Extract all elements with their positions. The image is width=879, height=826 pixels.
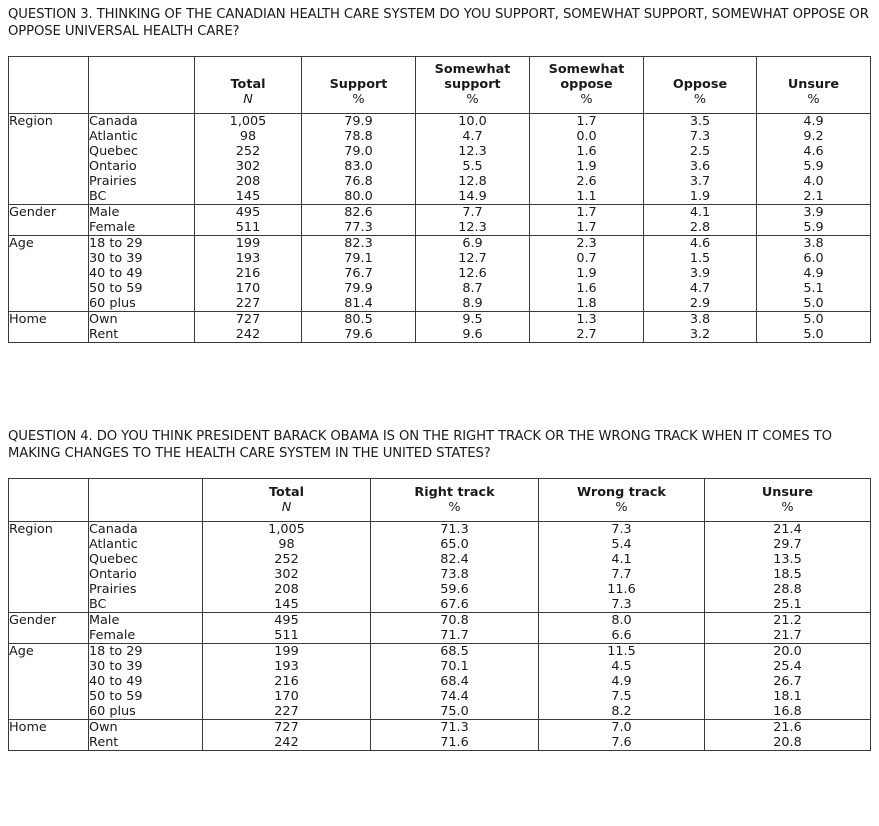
q4-body <box>9 522 871 751</box>
value-cell <box>203 720 371 751</box>
cell-value: 7.5 <box>611 689 632 704</box>
q3-header-unsure <box>757 57 871 114</box>
cell-value: 1.7 <box>576 205 597 220</box>
row-name: Female <box>89 628 136 643</box>
q4-header-wrong-track-label: Wrong track <box>577 485 666 500</box>
cell-value: 4.9 <box>611 674 632 689</box>
value-cell <box>195 236 302 312</box>
cell-value: 12.6 <box>458 266 487 281</box>
cell-value: 0.7 <box>576 251 597 266</box>
q3-header-somewhat-support-label-1: Somewhat <box>434 62 511 77</box>
cell-value: 79.6 <box>344 327 373 342</box>
cell-value: 71.7 <box>440 628 469 643</box>
row-name: BC <box>89 189 107 204</box>
table-group-row <box>9 644 871 720</box>
value-cell <box>302 312 416 343</box>
cell-value: 76.7 <box>344 266 373 281</box>
table-group-row <box>9 236 871 312</box>
cell-value: 79.9 <box>344 281 373 296</box>
value-cell <box>371 522 539 613</box>
table-group-row <box>9 613 871 644</box>
row-name: Ontario <box>89 567 137 582</box>
cell-value: 495 <box>274 613 299 628</box>
value-cell <box>757 205 871 236</box>
cell-value: 12.7 <box>458 251 487 266</box>
cell-value: 4.1 <box>611 552 632 567</box>
cell-value: 8.9 <box>462 296 483 311</box>
row-name: Own <box>89 312 118 327</box>
cell-value: 4.7 <box>689 281 711 296</box>
cell-value: 70.1 <box>440 659 469 674</box>
q4-header-row <box>9 479 871 522</box>
q3-header-unsure-unit: % <box>807 92 820 107</box>
cell-value: 242 <box>235 327 261 342</box>
cell-value: 25.4 <box>773 659 802 674</box>
q3-header-somewhat-oppose-label-2: oppose <box>560 77 613 92</box>
group-label: Home <box>9 312 89 343</box>
q3-header-empty-2 <box>89 57 195 114</box>
cell-value: 7.7 <box>462 205 483 220</box>
cell-value: 77.3 <box>344 220 373 235</box>
cell-value: 21.4 <box>773 522 802 537</box>
group-label: Region <box>9 522 89 613</box>
cell-value: 13.5 <box>773 552 802 567</box>
cell-value: 199 <box>274 644 299 659</box>
cell-value: 208 <box>274 582 299 597</box>
cell-value: 4.6 <box>689 236 711 251</box>
cell-value: 71.3 <box>440 720 469 735</box>
cell-value: 68.4 <box>440 674 469 689</box>
cell-value: 7.3 <box>611 522 632 537</box>
q4-header-total-label: Total <box>269 485 304 500</box>
row-name: Rent <box>89 735 119 750</box>
q3-header-oppose-label: Oppose <box>672 77 728 92</box>
row-name: Canada <box>89 114 138 129</box>
cell-value: 4.5 <box>611 659 632 674</box>
cell-value: 208 <box>235 174 261 189</box>
cell-value: 193 <box>274 659 299 674</box>
value-cell <box>644 114 757 205</box>
q3-header-somewhat-oppose <box>530 57 644 114</box>
cell-value: 82.6 <box>344 205 373 220</box>
question-3-table <box>8 56 871 343</box>
cell-value: 2.5 <box>689 144 711 159</box>
row-name: 40 to 49 <box>89 674 143 689</box>
q3-header-total <box>195 57 302 114</box>
cell-value: 6.6 <box>611 628 632 643</box>
cell-value: 4.6 <box>803 144 824 159</box>
value-cell <box>539 613 705 644</box>
cell-value: 4.0 <box>803 174 824 189</box>
value-cell <box>539 522 705 613</box>
q4-header-wrong-track-unit: % <box>615 500 628 515</box>
q4-header-total <box>203 479 371 522</box>
cell-value: 216 <box>274 674 299 689</box>
cell-value: 70.8 <box>440 613 469 628</box>
value-cell <box>416 312 530 343</box>
cell-value: 10.0 <box>458 114 487 129</box>
value-cell <box>757 114 871 205</box>
cell-value: 302 <box>274 567 299 582</box>
cell-value: 2.9 <box>689 296 711 311</box>
row-name: 60 plus <box>89 704 136 719</box>
cell-value: 8.0 <box>611 613 632 628</box>
cell-value: 1.1 <box>576 189 597 204</box>
value-cell <box>644 205 757 236</box>
question-4-table <box>8 478 871 751</box>
cell-value: 7.3 <box>611 597 632 612</box>
value-cell <box>203 522 371 613</box>
cell-value: 20.0 <box>773 644 802 659</box>
cell-value: 145 <box>235 189 261 204</box>
cell-value: 80.5 <box>344 312 373 327</box>
cell-value: 242 <box>274 735 299 750</box>
cell-value: 29.7 <box>773 537 802 552</box>
cell-value: 7.6 <box>611 735 632 750</box>
row-name: 30 to 39 <box>89 659 143 674</box>
table-group-row <box>9 720 871 751</box>
row-name: BC <box>89 597 107 612</box>
cell-value: 495 <box>235 205 261 220</box>
q4-header-right-track <box>371 479 539 522</box>
value-cell <box>371 720 539 751</box>
q3-header-somewhat-support-unit: % <box>466 92 479 107</box>
cell-value: 2.1 <box>803 189 824 204</box>
cell-value: 11.6 <box>607 582 636 597</box>
cell-value: 79.0 <box>344 144 373 159</box>
value-cell <box>195 114 302 205</box>
q3-header-oppose <box>644 57 757 114</box>
row-name: 18 to 29 <box>89 644 143 659</box>
cell-value: 74.4 <box>440 689 469 704</box>
cell-value: 1.6 <box>576 281 597 296</box>
cell-value: 6.9 <box>462 236 483 251</box>
q4-header-unsure-unit: % <box>781 500 794 515</box>
cell-value: 65.0 <box>440 537 469 552</box>
value-cell <box>757 236 871 312</box>
cell-value: 3.8 <box>689 312 711 327</box>
cell-value: 2.6 <box>576 174 597 189</box>
cell-value: 227 <box>274 704 299 719</box>
value-cell <box>539 644 705 720</box>
value-cell <box>644 312 757 343</box>
cell-value: 7.0 <box>611 720 632 735</box>
row-name: Canada <box>89 522 138 537</box>
table-group-row <box>9 114 871 205</box>
value-cell <box>195 312 302 343</box>
q3-header-somewhat-oppose-label-1: Somewhat <box>548 62 625 77</box>
value-cell <box>203 644 371 720</box>
q3-header-oppose-unit: % <box>693 92 707 107</box>
q3-header-support-label: Support <box>329 77 388 92</box>
value-cell <box>530 205 644 236</box>
cell-value: 1.7 <box>576 114 597 129</box>
value-cell <box>302 114 416 205</box>
cell-value: 68.5 <box>440 644 469 659</box>
cell-value: 79.9 <box>344 114 373 129</box>
cell-value: 2.3 <box>576 236 597 251</box>
value-cell <box>705 613 871 644</box>
cell-value: 59.6 <box>440 582 469 597</box>
cell-value: 227 <box>235 296 261 311</box>
cell-value: 82.4 <box>440 552 469 567</box>
cell-value: 8.2 <box>611 704 632 719</box>
value-cell <box>757 312 871 343</box>
cell-value: 82.3 <box>344 236 373 251</box>
row-name: Atlantic <box>89 129 138 144</box>
value-cell <box>705 644 871 720</box>
cell-value: 16.8 <box>773 704 802 719</box>
q3-header-somewhat-oppose-unit: % <box>580 92 593 107</box>
cell-value: 83.0 <box>344 159 373 174</box>
cell-value: 3.2 <box>689 327 711 342</box>
cell-value: 12.8 <box>458 174 487 189</box>
q3-header-somewhat-support <box>416 57 530 114</box>
row-names-cell <box>89 312 195 343</box>
value-cell <box>416 114 530 205</box>
cell-value: 3.8 <box>803 236 824 251</box>
cell-value: 98 <box>278 537 295 552</box>
row-name: Own <box>89 720 118 735</box>
table-group-row <box>9 522 871 613</box>
cell-value: 170 <box>274 689 299 704</box>
value-cell <box>705 522 871 613</box>
value-cell <box>644 236 757 312</box>
cell-value: 5.9 <box>803 159 824 174</box>
cell-value: 1,005 <box>268 522 305 537</box>
value-cell <box>416 205 530 236</box>
cell-value: 80.0 <box>344 189 373 204</box>
cell-value: 9.2 <box>803 129 824 144</box>
cell-value: 18.5 <box>773 567 802 582</box>
cell-value: 3.9 <box>803 205 824 220</box>
cell-value: 170 <box>235 281 261 296</box>
cell-value: 98 <box>239 129 257 144</box>
row-name: 50 to 59 <box>89 281 143 296</box>
cell-value: 252 <box>235 144 261 159</box>
row-name: Male <box>89 613 120 628</box>
q3-header-somewhat-support-label-2: support <box>444 77 501 92</box>
cell-value: 9.5 <box>462 312 483 327</box>
cell-value: 1.6 <box>576 144 597 159</box>
q3-header-empty-1 <box>9 57 89 114</box>
cell-value: 1,005 <box>229 114 267 129</box>
cell-value: 0.0 <box>576 129 597 144</box>
cell-value: 67.6 <box>440 597 469 612</box>
row-names-cell <box>89 205 195 236</box>
cell-value: 7.7 <box>611 567 632 582</box>
cell-value: 8.7 <box>462 281 483 296</box>
q4-header-unsure <box>705 479 871 522</box>
q3-header-row <box>9 57 871 114</box>
value-cell <box>530 312 644 343</box>
group-label: Gender <box>9 205 89 236</box>
cell-value: 302 <box>235 159 261 174</box>
cell-value: 5.0 <box>803 327 824 342</box>
cell-value: 3.7 <box>689 174 711 189</box>
value-cell <box>203 613 371 644</box>
row-names-cell <box>89 720 203 751</box>
cell-value: 4.1 <box>689 205 711 220</box>
q4-header-unsure-label: Unsure <box>761 485 814 500</box>
cell-value: 727 <box>235 312 261 327</box>
value-cell <box>371 613 539 644</box>
value-cell <box>302 205 416 236</box>
group-label: Region <box>9 114 89 205</box>
q4-header-empty-2 <box>89 479 203 522</box>
row-name: Prairies <box>89 174 137 189</box>
row-name: Prairies <box>89 582 137 597</box>
cell-value: 14.9 <box>458 189 487 204</box>
cell-value: 252 <box>274 552 299 567</box>
group-label: Age <box>9 644 89 720</box>
q3-header-total-unit: N <box>243 92 253 107</box>
row-name: 30 to 39 <box>89 251 143 266</box>
cell-value: 73.8 <box>440 567 469 582</box>
row-name: Rent <box>89 327 119 342</box>
cell-value: 20.8 <box>773 735 802 750</box>
row-name: Female <box>89 220 136 235</box>
row-names-cell <box>89 522 203 613</box>
row-names-cell <box>89 236 195 312</box>
cell-value: 5.1 <box>803 281 824 296</box>
cell-value: 1.8 <box>576 296 597 311</box>
cell-value: 1.9 <box>576 266 597 281</box>
cell-value: 1.3 <box>576 312 597 327</box>
cell-value: 199 <box>235 236 261 251</box>
cell-value: 25.1 <box>773 597 802 612</box>
row-name: 50 to 59 <box>89 689 143 704</box>
cell-value: 1.9 <box>689 189 711 204</box>
cell-value: 216 <box>235 266 261 281</box>
value-cell <box>416 236 530 312</box>
row-name: 40 to 49 <box>89 266 143 281</box>
value-cell <box>705 720 871 751</box>
value-cell <box>371 644 539 720</box>
cell-value: 2.8 <box>689 220 711 235</box>
cell-value: 4.9 <box>803 114 824 129</box>
q3-header-support <box>302 57 416 114</box>
table-group-row <box>9 312 871 343</box>
value-cell <box>195 205 302 236</box>
q3-header-unsure-label: Unsure <box>787 77 840 92</box>
cell-value: 11.5 <box>607 644 636 659</box>
row-name: Ontario <box>89 159 137 174</box>
cell-value: 145 <box>274 597 299 612</box>
cell-value: 71.3 <box>440 522 469 537</box>
cell-value: 2.7 <box>576 327 597 342</box>
cell-value: 511 <box>235 220 261 235</box>
q4-header-wrong-track <box>539 479 705 522</box>
cell-value: 28.8 <box>773 582 802 597</box>
cell-value: 7.3 <box>689 129 711 144</box>
cell-value: 6.0 <box>803 251 824 266</box>
row-names-cell <box>89 114 195 205</box>
cell-value: 3.6 <box>689 159 711 174</box>
cell-value: 5.5 <box>462 159 483 174</box>
cell-value: 9.6 <box>462 327 483 342</box>
question-4-title: QUESTION 4. DO YOU THINK PRESIDENT BARACK OBAMA IS ON THE RIGHT TRACK OR THE WRONG TRACK WHEN IT COMES TO MAKING CHANGES TO THE HEALTH CARE SYSTEM IN THE UNITED STATES? <box>8 429 832 461</box>
cell-value: 76.8 <box>344 174 373 189</box>
row-name: Atlantic <box>89 537 138 552</box>
cell-value: 78.8 <box>344 129 373 144</box>
group-label: Home <box>9 720 89 751</box>
row-names-cell <box>89 613 203 644</box>
cell-value: 21.7 <box>773 628 802 643</box>
question-3-title: QUESTION 3. THINKING OF THE CANADIAN HEALTH CARE SYSTEM DO YOU SUPPORT, SOMEWHAT SUPPORT, SOMEWHAT OPPOSE OR OPPOSE UNIVERSAL HEALTH CARE? <box>8 7 869 39</box>
table-group-row <box>9 205 871 236</box>
cell-value: 79.1 <box>344 251 373 266</box>
q3-header-support-unit: % <box>352 92 365 107</box>
cell-value: 3.5 <box>689 114 711 129</box>
group-label: Age <box>9 236 89 312</box>
cell-value: 12.3 <box>458 220 487 235</box>
cell-value: 18.1 <box>773 689 802 704</box>
row-name: Quebec <box>89 144 139 159</box>
cell-value: 81.4 <box>344 296 373 311</box>
cell-value: 3.9 <box>689 266 711 281</box>
row-name: 18 to 29 <box>89 236 143 251</box>
cell-value: 5.9 <box>803 220 824 235</box>
q3-header-total-label: Total <box>230 77 266 92</box>
cell-value: 511 <box>274 628 299 643</box>
cell-value: 26.7 <box>773 674 802 689</box>
row-name: Male <box>89 205 120 220</box>
cell-value: 21.2 <box>773 613 802 628</box>
cell-value: 12.3 <box>458 144 487 159</box>
cell-value: 21.6 <box>773 720 802 735</box>
cell-value: 71.6 <box>440 735 469 750</box>
row-name: Quebec <box>89 552 139 567</box>
cell-value: 193 <box>235 251 261 266</box>
cell-value: 4.9 <box>803 266 824 281</box>
q3-body <box>9 114 871 343</box>
cell-value: 4.7 <box>462 129 483 144</box>
q4-header-right-track-unit: % <box>448 500 461 515</box>
cell-value: 1.5 <box>689 251 711 266</box>
cell-value: 1.7 <box>576 220 597 235</box>
q4-header-total-unit: N <box>281 500 292 515</box>
cell-value: 5.0 <box>803 296 824 311</box>
row-names-cell <box>89 644 203 720</box>
q4-header-empty-1 <box>9 479 89 522</box>
cell-value: 5.4 <box>611 537 632 552</box>
value-cell <box>530 114 644 205</box>
q4-header-right-track-label: Right track <box>414 485 495 500</box>
group-label: Gender <box>9 613 89 644</box>
value-cell <box>530 236 644 312</box>
value-cell <box>302 236 416 312</box>
cell-value: 75.0 <box>440 704 469 719</box>
row-name: 60 plus <box>89 296 136 311</box>
cell-value: 5.0 <box>803 312 824 327</box>
cell-value: 1.9 <box>576 159 597 174</box>
cell-value: 727 <box>274 720 299 735</box>
value-cell <box>539 720 705 751</box>
